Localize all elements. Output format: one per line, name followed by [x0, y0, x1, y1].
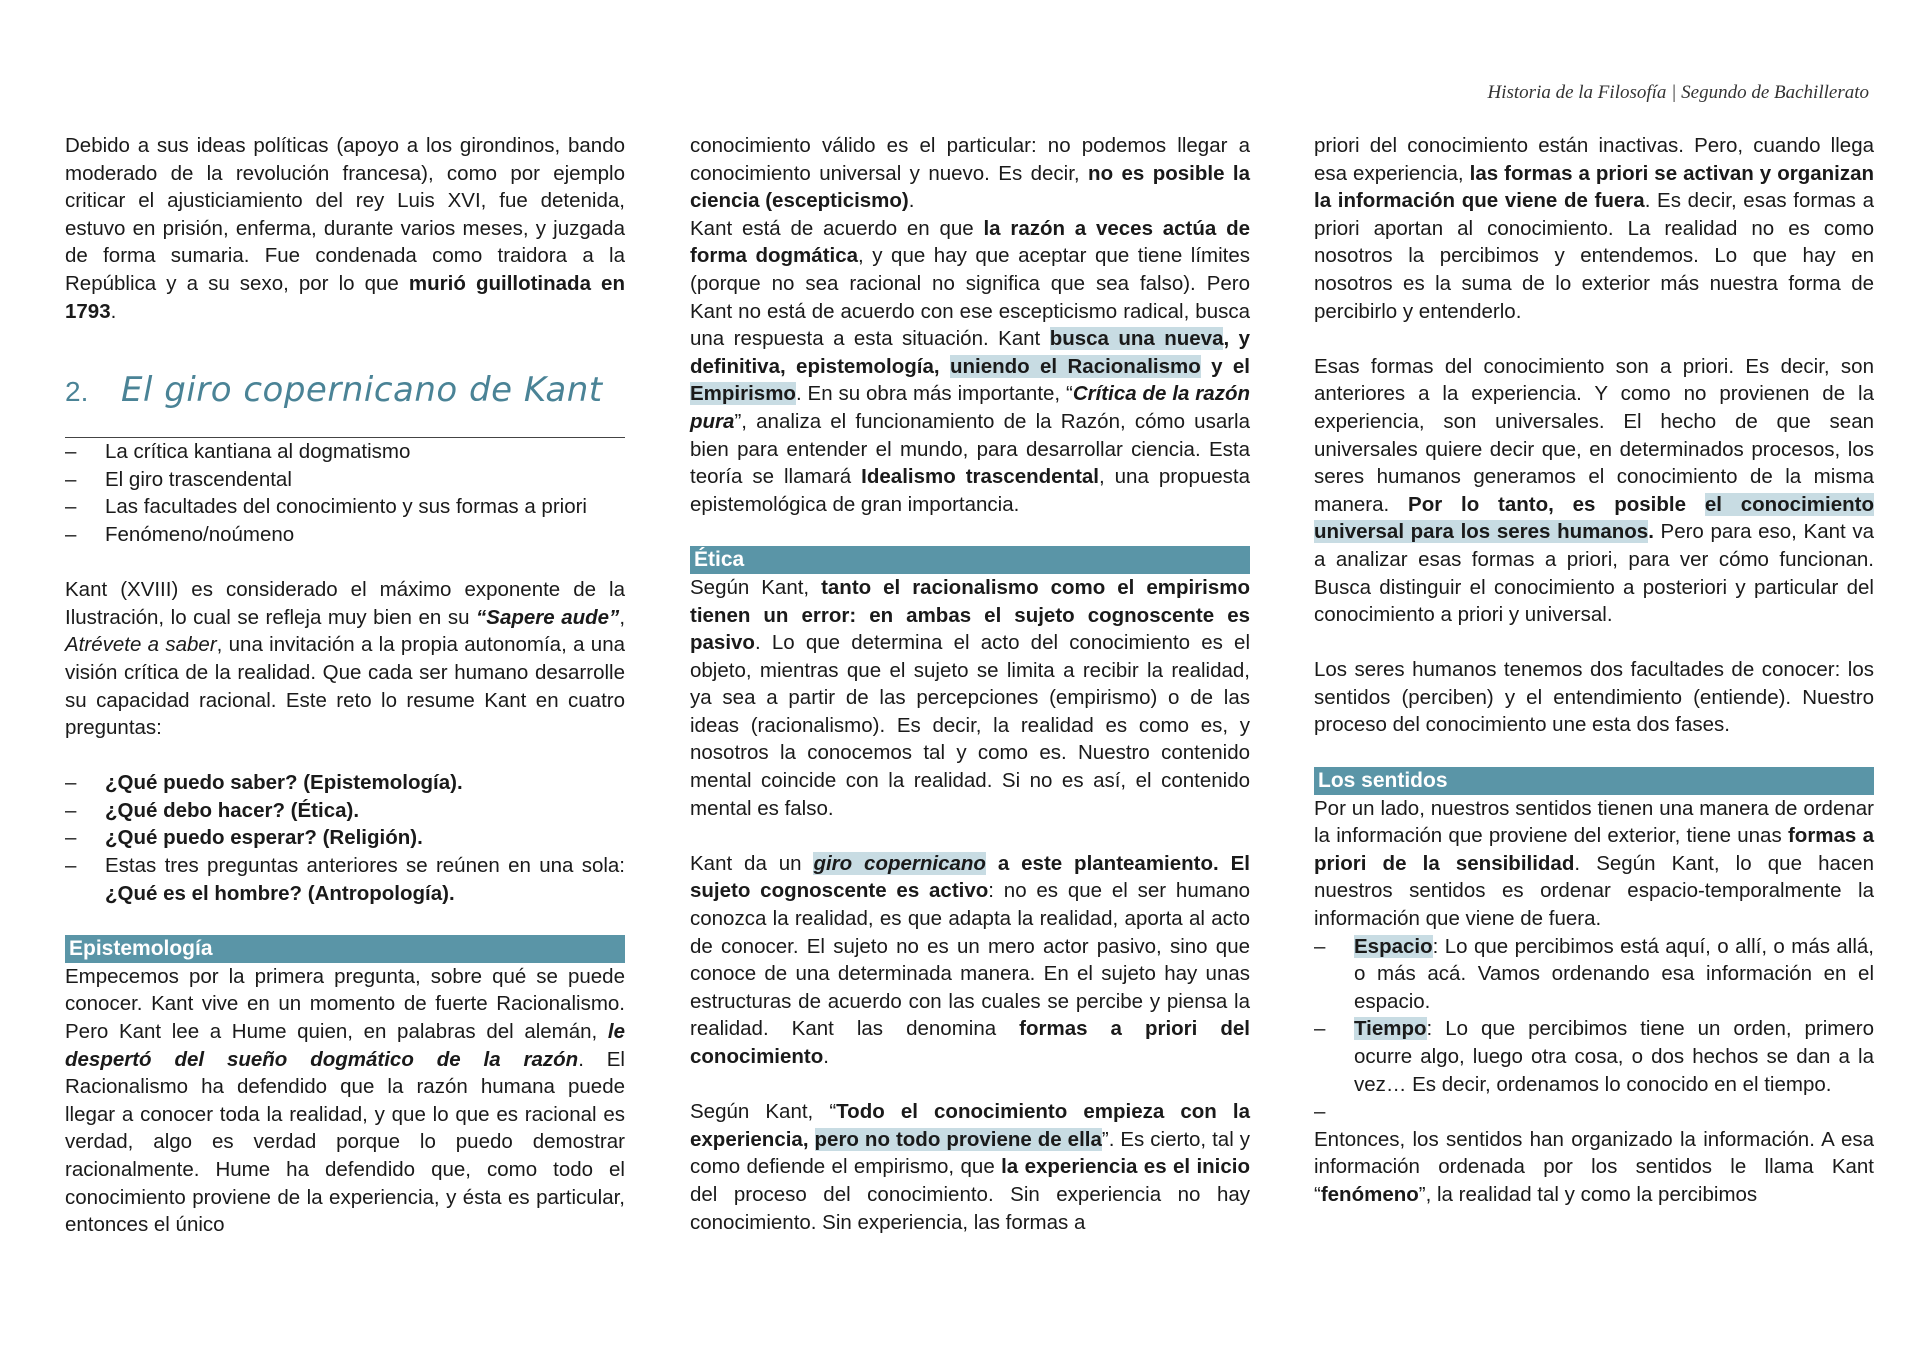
list-item: – El giro trascendental: [65, 467, 292, 491]
kant-paragraph: Kant (XVIII) es considerado el máximo exponente de la Ilustración, lo cual se refleja muy bien en su “Sapere aude”, Atrévete a saber, una invitación a la propia autonomía, a una visión crítica de la realidad. Que cada ser humano desarrolle su capacidad racional. Este reto lo resume Kant en cuatro preguntas:: [65, 578, 626, 740]
list-item: – Tiempo: Lo que percibimos tiene un orden, primero ocurre algo, luego otra cosa, o dos hechos se dan a la vez… Es decir, ordenamos lo conocido en el tiempo.: [1314, 1017, 1874, 1096]
paragraph: Entonces, los sentidos han organizado la información. A esa información ordenada por los sentidos le llama Kant “fenómeno”, la realidad tal y como la percibimos: [1314, 1127, 1874, 1206]
intro-paragraph: Debido a sus ideas políticas (apoyo a los girondinos, bando moderado de la revolución francesa), como por ejemplo criticar el ajusticiamiento del rey Luis XVI, fue detenida, estuvo en prisión, enferma, durante varios meses, y juzgada de forma sumaria. Fue condenada como traidora a la República y a su sexo, por lo que murió guillotinada en 1793.: [65, 134, 625, 323]
list-item: – Fenómeno/noúmeno: [65, 522, 295, 546]
list-item: – ¿Qué debo hacer? (Ética).: [65, 798, 360, 822]
list-item: – ¿Qué puedo esperar? (Religión).: [65, 826, 423, 850]
list-item: – Estas tres preguntas anteriores se reúnen en una sola: ¿Qué es el hombre? (Antropología).: [65, 854, 625, 905]
section-number: 2.: [65, 376, 89, 408]
sentidos-list: [1314, 933, 1874, 1126]
paragraph: Según Kant, tanto el racionalismo como el empirismo tienen un error: en ambas el sujeto cognoscente es pasivo. Lo que determina el acto del conocimiento es el objeto, mientras que el sujeto se limita a recibir la realidad, ya sea a partir de las percepciones (empirismo) o de las ideas (racionalismo). Es decir, la realidad es como es, y nosotros la conocemos tal y como es. Nuestro contenido mental coincide con la realidad. Si no es así, el contenido mental es falso.: [690, 575, 1250, 820]
sentidos-heading: Los sentidos: [1314, 767, 1874, 795]
paragraph: Kant da un giro copernicano a este planteamiento. El sujeto cognoscente es activo: no es que el ser humano conozca la realidad, es que adapta la realidad, aporta al acto de conocer. El sujeto no es un mero actor pasivo, sino que conoce de una determinada manera. En el sujeto hay unas estructuras de acuerdo con las cuales se percibe y piensa la realidad. Kant las denomina formas a priori del conocimiento.: [690, 851, 1251, 1068]
epistemologia-paragraph: Empecemos por la primera pregunta, sobre qué se puede conocer. Kant vive en un momento de fuerte Racionalismo. Pero Kant lee a Hume quien, en palabras del alemán, le despertó del sueño dogmático de la razón. El Racionalismo ha defendido que la razón humana puede llegar a conocer toda la realidad, y que lo que es racional es verdad, algo es verdad porque lo puedo demostrar racionalmente. Hume ha defendido que, como todo el conocimiento proviene de la experiencia, y ésta es particular, entonces el único: [65, 964, 625, 1237]
list-item: –: [1314, 1100, 1326, 1124]
topic-list: [65, 438, 625, 548]
epistemologia-heading: Epistemología: [65, 935, 625, 963]
list-item: – ¿Qué puedo saber? (Epistemología).: [65, 771, 463, 795]
paragraph: Esas formas del conocimiento son a priori. Es decir, son anteriores a la experiencia. Y como no provienen de la experiencia, son universales. El hecho de que sean universales quiere decir que, en determinados procesos, los seres humanos generamos el conocimiento de la misma manera. Por lo tanto, es posible el conocimiento universal para los seres humanos. Pero para eso, Kant va a analizar esas formas a priori, para ver cómo funcionan. Busca distinguir el conocimiento a posteriori y particular del conocimiento a priori y universal.: [1314, 354, 1874, 627]
paragraph: Los seres humanos tenemos dos facultades de conocer: los sentidos (perciben) y el entendimiento (entiende). Nuestro proceso del conocimiento une esta dos fases.: [1314, 658, 1874, 737]
paragraph: Según Kant, “Todo el conocimiento empieza con la experiencia, pero no todo proviene de ella”. Es cierto, tal y como defiende el empirismo, que la experiencia es el inicio del proceso del conocimiento. Sin experiencia no hay conocimiento. Sin experiencia, las formas a: [690, 1100, 1251, 1234]
column-1: [65, 132, 625, 1239]
column-3: [1314, 132, 1874, 1209]
list-item: – La crítica kantiana al dogmatismo: [65, 440, 411, 464]
section-heading: [65, 370, 625, 438]
list-item: – Las facultades del conocimiento y sus formas a priori: [65, 495, 587, 519]
paragraph: Kant está de acuerdo en que la razón a veces actúa de forma dogmática, y que hay que aceptar que tiene límites (porque no sea racional no significa que sea falso). Pero Kant no está de acuerdo con ese escepticismo radical, busca una respuesta a esta situación. Kant busca una nueva, y definitiva, epistemología, uniendo el Racionalismo y el Empirismo. En su obra más importante, “Crítica de la razón pura”, analiza el funcionamiento de la Razón, cómo usarla bien para entender el mundo, para desarrollar ciencia. Esta teoría se llamará Idealismo trascendental, una propuesta epistemológica de gran importancia.: [690, 216, 1251, 516]
paragraph: conocimiento válido es el particular: no podemos llegar a conocimiento universal y nuevo. Es decir, no es posible la ciencia (escepticismo).: [690, 134, 1250, 213]
running-header: Historia de la Filosofía | Segundo de Bachillerato: [1487, 82, 1869, 103]
etica-heading: Ética: [690, 546, 1250, 574]
questions-list: [65, 769, 625, 907]
list-item: – Espacio: Lo que percibimos está aquí, o allí, o más allá, o más acá. Vamos ordenando esa información en el espacio.: [1314, 934, 1874, 1013]
column-2: [690, 132, 1250, 1236]
paragraph: priori del conocimiento están inactivas. Pero, cuando llega esa experiencia, las formas a priori se activan y organizan la información que viene de fuera. Es decir, esas formas a priori aportan al conocimiento. La realidad no es como nosotros la percibimos y entendemos. Lo que hay en nosotros es la suma de lo exterior más nuestra forma de percibirlo y entenderlo.: [1314, 134, 1875, 323]
section-title: El giro copernicano de Kant: [121, 370, 603, 411]
paragraph: Por un lado, nuestros sentidos tienen una manera de ordenar la información que proviene del exterior, tiene unas formas a priori de la sensibilidad. Según Kant, lo que hacen nuestros sentidos es ordenar espacio-temporalmente la información que viene de fuera.: [1314, 796, 1874, 931]
